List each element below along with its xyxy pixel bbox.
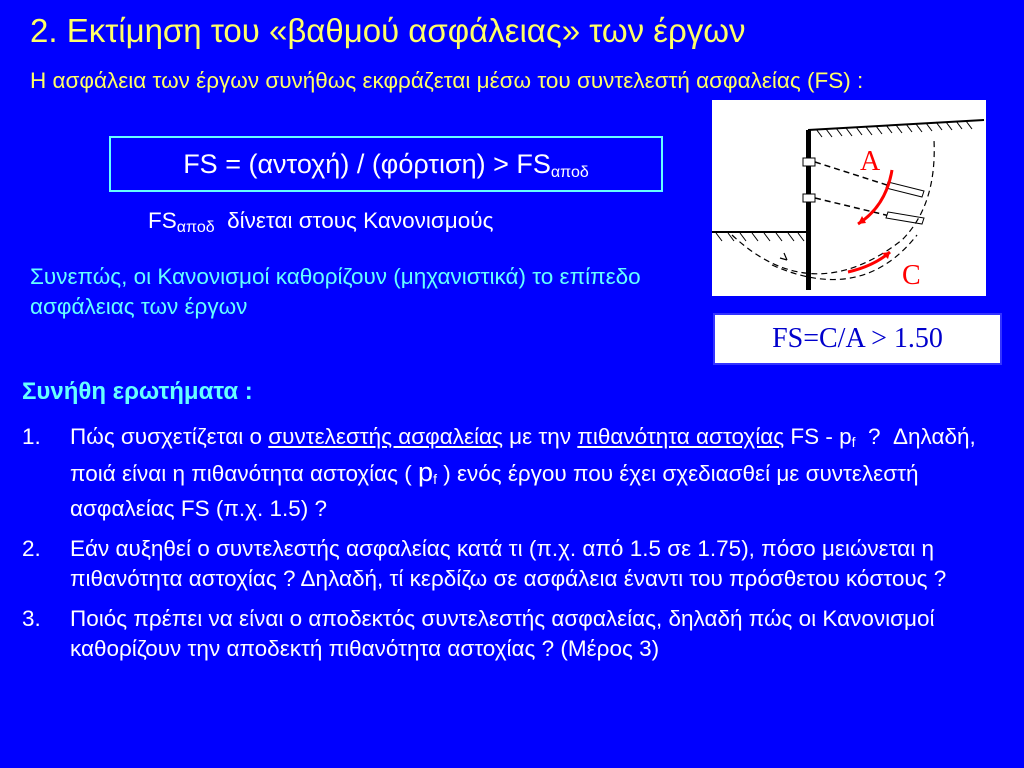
questions-heading: Συνήθη ερωτήματα :	[22, 378, 253, 405]
question-1-part1: Πώς συσχετίζεται ο	[70, 424, 269, 449]
question-1-part2: με την	[502, 424, 578, 449]
question-1-part4: ? Δηλαδή, ποιά είναι η πιθανότητα αστοχίας (	[70, 424, 983, 486]
question-3	[22, 604, 1006, 664]
floor-hatching	[716, 233, 804, 241]
question-3-text: Ποιός πρέπει να είναι ο αποδεκτός συντελεστής ασφαλείας, δηλαδή πώς οι Κανονισμοί καθορίζουν την αποδεκτή πιθανότητα αστοχίας ? (Μέρος 3)	[70, 606, 935, 661]
slip-surface-inner	[772, 235, 917, 280]
question-1-part3: FS - p	[784, 424, 852, 449]
questions-list	[22, 422, 1006, 674]
question-1-pf: p	[418, 457, 434, 487]
anchored-wall-diagram	[712, 100, 986, 296]
question-1	[22, 422, 1006, 524]
label-a: A	[860, 146, 881, 177]
fs-ratio-box: FS=C/A > 1.50	[713, 313, 1002, 365]
label-c: C	[902, 260, 921, 291]
slide-title: 2. Εκτίμηση του «βαθμού ασφάλειας» των έργων	[30, 12, 746, 49]
question-1-part6: ) ενός έργου που έχει σχεδιασθεί με συντελεστή ασφαλείας FS (π.χ. 1.5) ?	[70, 461, 919, 521]
fs-formula-box	[109, 136, 663, 192]
question-1-number: 1.	[22, 424, 41, 449]
fs-apod-text: δίνεται στους Κανονισμούς	[214, 208, 494, 233]
retaining-wall-figure	[712, 100, 986, 296]
question-1-underline-fs: συντελεστής ασφαλείας	[268, 424, 503, 449]
fs-formula-main: FS = (αντοχή) / (φόρτιση) > FS	[183, 149, 551, 179]
fs-apod-sub: αποδ	[176, 219, 215, 236]
question-3-number: 3.	[22, 606, 41, 631]
retaining-wall	[806, 130, 811, 290]
question-1-sub1: f	[851, 434, 856, 450]
slip-surface-circle	[732, 140, 934, 274]
slip-direction-arrow	[780, 253, 787, 260]
fs-apod-note	[148, 208, 493, 237]
question-2-text: Εάν αυξηθεί ο συντελεστής ασφαλείας κατά τι (π.χ. από 1.5 σε 1.75), πόσο μειώνεται η πιθανότητα αστοχίας ? Δηλαδή, τί κερδίζω σε ασφάλεια έναντι του πρόσθετου κόστους ?	[70, 536, 947, 591]
question-2-number: 2.	[22, 536, 41, 561]
resistance-arrow-c	[848, 252, 890, 272]
fs-formula-sub: αποδ	[550, 164, 589, 181]
question-1-underline-pf: πιθανότητα αστοχίας	[577, 424, 785, 449]
question-2	[22, 534, 1006, 594]
fs-apod-fs: FS	[148, 208, 177, 233]
intro-text: Η ασφάλεια των έργων συνήθως εκφράζεται μέσω του συντελεστή ασφαλείας (FS) :	[30, 68, 864, 93]
question-1-sub2: f	[433, 471, 437, 487]
regulations-text: Συνεπώς, οι Κανονισμοί καθορίζουν (μηχανιστικά) το επίπεδο ασφάλειας των έργων	[30, 264, 641, 319]
